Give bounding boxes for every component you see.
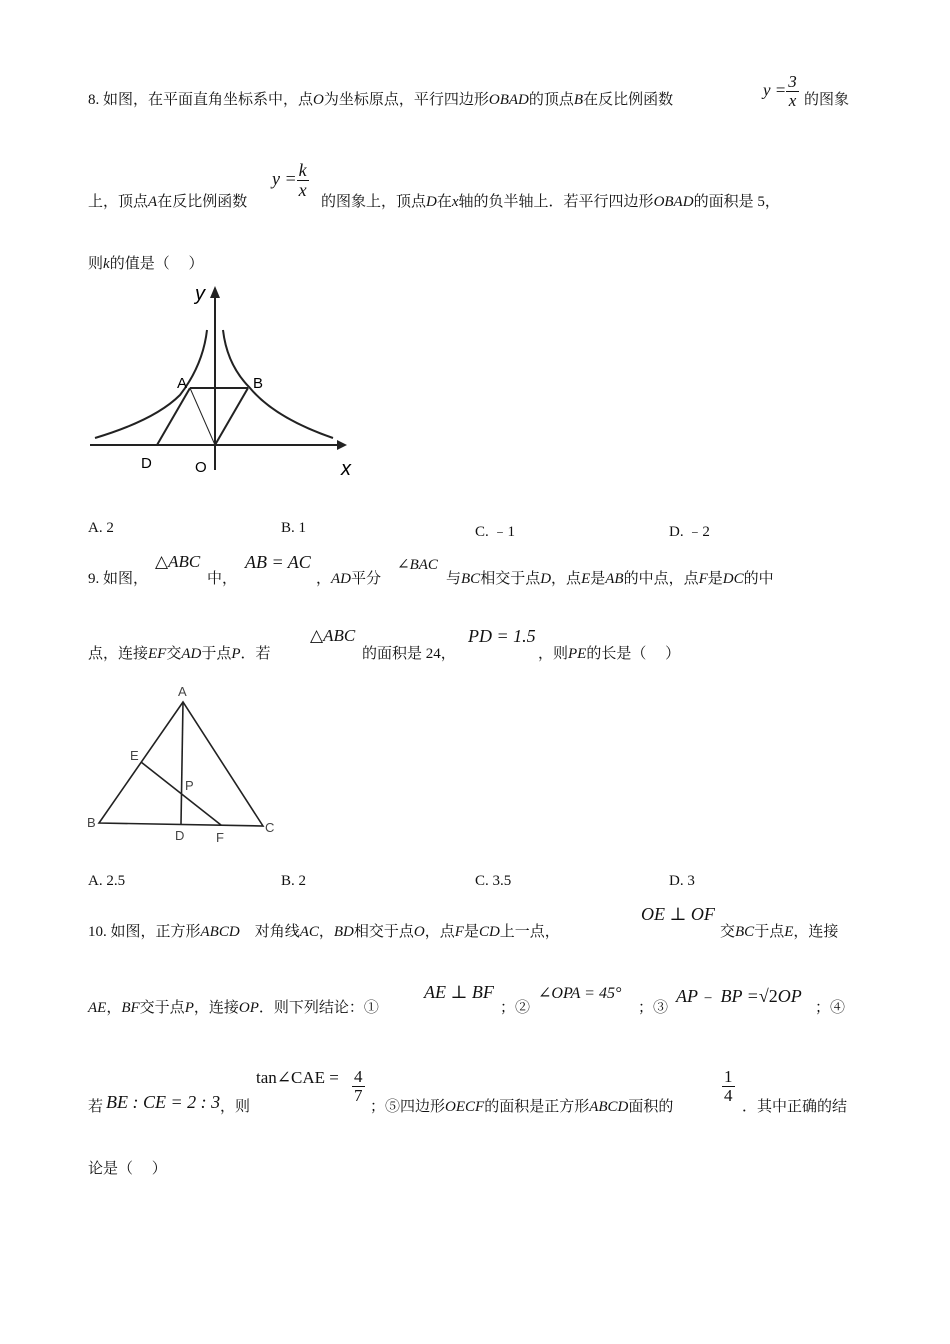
q9-line1-in: 中， [207,571,238,587]
q8-option-a[interactable]: A. 2 [88,520,114,536]
q10-line3-start: 若 [88,1099,104,1115]
q10-quarter-fraction: $\frac{1}{4}$ [724,1067,733,1105]
q9-triangle-abc-2: △ABC [310,626,356,645]
q9-segment-ad [181,702,183,824]
q9-line1-start: 9. 如图， [88,571,149,587]
q10-line3-mid: ；⑤四边形OECF的面积是正方形ABCD面积的 [370,1099,674,1115]
q8-line3: 则k的值是（ ） [88,256,204,272]
q9-line1-rest: 与BC相交于点D，点E是AB的中点，点F是DC的中 [446,571,774,587]
q10-tan-expr: tan∠CAE = [256,1068,339,1087]
q9-ab-eq-ac: AB = AC [245,552,311,572]
q9-label-f: F [216,830,224,845]
q9-label-d: D [175,828,185,843]
q8-line2-rest: 的图象上，顶点D在x轴的负半轴上．若平行四边形OBAD的面积是 5， [321,194,780,210]
q10-conclusion-2: ∠OPA = 45° [538,985,622,1002]
q8-side-ad [157,388,190,445]
q10-oe-perp-of: OE ⊥ OF [641,904,715,924]
q8-label-x: x [341,458,351,480]
q8-side-ob [215,388,248,445]
q9-label-a: A [178,684,187,699]
q8-label-d: D [141,455,152,472]
q9-label-e: E [130,748,139,763]
q10-line1: 10. 如图，正方形ABCD 对角线AC，BD相交于点O，点F是CD上一点， [88,924,560,940]
q9-line2-area: 的面积是 24， [362,646,456,662]
q9-label-p: P [185,778,194,793]
q8-side-ao [190,388,215,445]
q10-conclusion-1: AE ⊥ BF [424,982,494,1002]
q9-label-b: B [87,815,96,830]
q8-y-arrow [210,286,220,298]
q8-label-b: B [253,375,264,392]
q10-line3-then: ，则 [220,1099,251,1115]
q9-option-c[interactable]: C. 3.5 [475,873,512,889]
q10-line3-end: ．其中正确的结 [742,1099,848,1115]
q10-be-ce-ratio: BE : CE = 2 : 3 [106,1092,221,1112]
q9-option-d[interactable]: D. 3 [669,873,695,889]
q9-line2: 点，连接EF交AD于点P．若 [88,646,271,662]
q9-option-a[interactable]: A. 2.5 [88,873,126,889]
q8-line1-end: 的图象 [804,92,850,108]
q8-curve-3 [223,330,333,438]
q9-line2-rest: ，则PE的长是（ ） [538,646,681,662]
q8-option-d[interactable]: D. ﹣2 [669,524,710,540]
q8-curve-k [95,330,207,438]
q9-label-c: C [265,820,275,835]
q9-line1-mid: ，AD平分 [316,571,382,587]
q10-conclusion-3: AP﹣ BP =√2OP [676,986,802,1006]
q8-label-y: y [195,283,205,305]
q8-option-b[interactable]: B. 1 [281,520,307,536]
q8-label-a: A [177,375,188,392]
q10-tan-fraction: $\frac{4}{7}$ [354,1067,363,1105]
q9-pd-value: PD = 1.5 [468,626,536,646]
q8-option-c[interactable]: C. ﹣1 [475,524,516,540]
q8-figure [85,280,365,485]
q10-line2-start: AE，BF交于点P，连接OP．则下列结论：① [88,1000,379,1016]
q8-function-2: y = $\frac{k}{x}$ [272,160,307,200]
q9-figure [85,680,285,850]
q8-function-1: y = $\frac{3}{x}$ [763,72,797,110]
q8-x-arrow [337,440,347,450]
q9-option-b[interactable]: B. 2 [281,873,307,889]
q8-label-o: O [195,459,207,476]
q8-line1: 8. 如图，在平面直角坐标系中，点O为坐标原点，平行四边形OBAD的顶点B在反比例函数 [88,92,674,108]
q9-triangle-abc: △ABC [155,552,201,571]
q10-line4: 论是（ ） [88,1161,167,1177]
q10-line1-end: 交BC于点E，连接 [720,924,839,940]
q9-angle-bac: ∠BAC [397,557,438,573]
q10-sep-3: ；③ [638,1000,669,1016]
q10-sep-4: ；④ [815,1000,846,1016]
q10-sep-2: ；② [500,1000,531,1016]
q8-line2: 上，顶点A在反比例函数 [88,194,248,210]
